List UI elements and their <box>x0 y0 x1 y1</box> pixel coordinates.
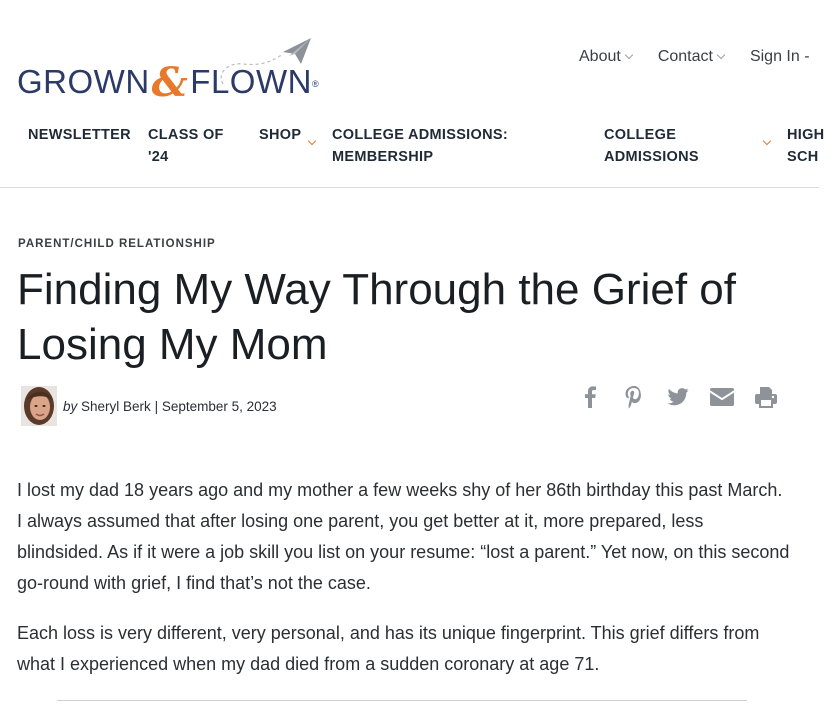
site-logo[interactable] <box>17 34 321 106</box>
chevron-down-icon <box>625 51 633 59</box>
twitter-icon[interactable] <box>665 384 691 410</box>
pinterest-icon[interactable] <box>621 384 647 410</box>
nav-newsletter[interactable]: NEWSLETTER <box>28 127 131 143</box>
share-bar <box>577 384 797 410</box>
facebook-icon[interactable] <box>577 384 603 410</box>
email-icon[interactable] <box>709 384 735 410</box>
nav-college-admissions-membership[interactable]: COLLEGE ADMISSIONS: MEMBERSHIP <box>332 127 508 165</box>
logo-registered: ® <box>311 79 320 89</box>
byline-by: by <box>63 398 78 414</box>
article-paragraph: Each loss is very different, very personal, and has its unique fingerprint. This grief differs from what I experienced when my dad died from a sudden coronary at age 71. <box>17 623 760 674</box>
byline-text <box>63 399 277 414</box>
logo-grown: GROWN <box>17 63 150 100</box>
nav-shop[interactable]: SHOP <box>259 127 302 143</box>
contact-link[interactable]: Contact <box>658 48 724 66</box>
logo-wordmark <box>17 59 320 106</box>
nav-college-admissions[interactable]: COLLEGE ADMISSIONS <box>604 127 699 165</box>
nav-class-of-24[interactable]: CLASS OF '24 <box>148 127 224 165</box>
main-nav <box>0 124 825 188</box>
author-avatar[interactable] <box>21 386 57 426</box>
byline-separator: | <box>154 398 159 414</box>
chevron-down-icon <box>717 51 725 59</box>
author-link[interactable]: Sheryl Berk <box>81 398 151 414</box>
shop-chevron-icon[interactable] <box>308 137 316 145</box>
article-paragraph: I lost my dad 18 years ago and my mother a few weeks shy of her 86th birthday this past March. I always assumed that after losing one parent, you get better at it, more prepared, less blindsided. As if it were a job skill you list on your resume: “lost a parent.” Yet now, on this second go-round with grief, I find that’s not the case. <box>17 480 790 593</box>
print-icon[interactable] <box>753 384 779 410</box>
divider <box>57 700 747 701</box>
article-category[interactable]: PARENT/CHILD RELATIONSHIP <box>18 238 216 250</box>
sign-in-link[interactable]: Sign In - <box>749 48 810 65</box>
about-link[interactable]: About <box>579 48 632 66</box>
logo-ampersand: & <box>151 59 189 106</box>
article-title: Finding My Way Through the Grief of Losing My Mom <box>17 265 736 369</box>
publish-date: September 5, 2023 <box>161 398 277 414</box>
logo-flown: FLOWN <box>190 63 312 100</box>
college-admissions-chevron-icon[interactable] <box>763 137 771 145</box>
byline <box>21 385 277 427</box>
utility-nav <box>579 48 836 66</box>
nav-high-school[interactable]: HIGH SCH <box>787 127 825 165</box>
